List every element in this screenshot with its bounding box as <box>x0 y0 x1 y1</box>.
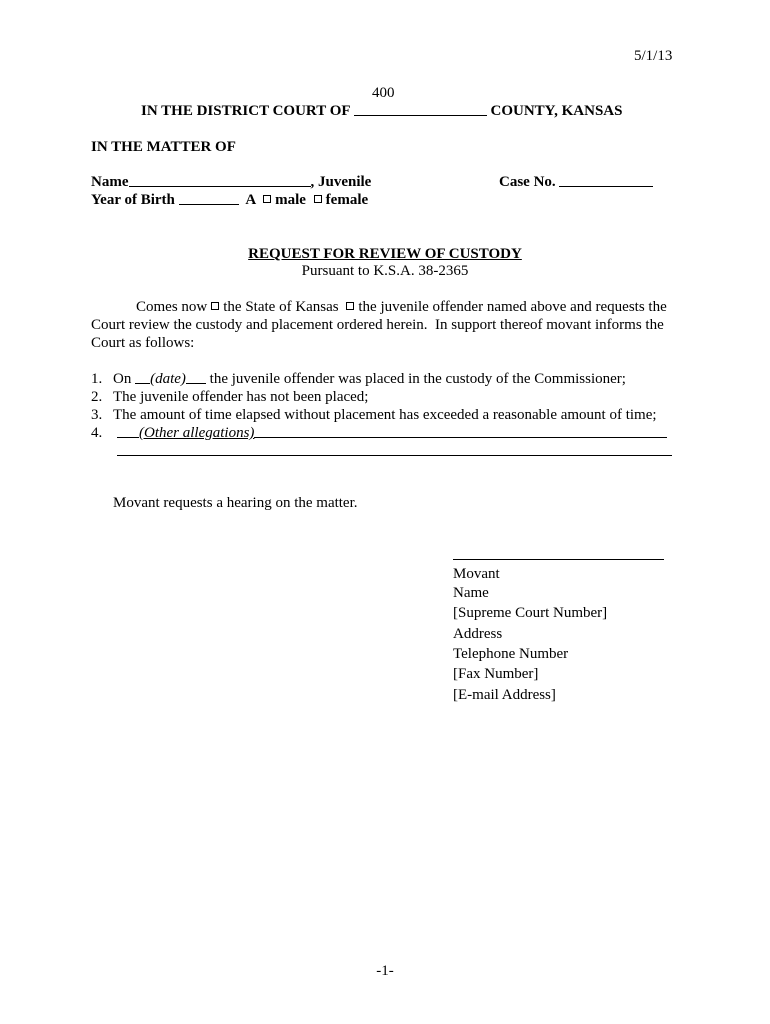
male-checkbox[interactable] <box>263 195 271 203</box>
case-number-blank[interactable] <box>559 173 653 187</box>
intro-part-a: Comes now <box>136 299 208 315</box>
birth-line <box>91 191 368 209</box>
allegation-1-prefix: On <box>113 371 136 387</box>
allegation-1 <box>113 370 626 388</box>
form-number: 400 <box>372 85 395 101</box>
document-subtitle: Pursuant to K.S.A. 38-2365 <box>301 263 469 279</box>
allegation-2-number: 2. <box>91 389 103 405</box>
form-date: 5/1/13 <box>634 48 673 64</box>
body-line-3: Court as follows: <box>91 335 195 351</box>
signature-line[interactable] <box>453 559 664 560</box>
court-heading <box>141 102 622 120</box>
name-line <box>91 173 371 191</box>
allegation-4-label: (Other allegations) <box>139 425 255 441</box>
date-lead-blank[interactable] <box>135 370 150 384</box>
date-trail-blank[interactable] <box>186 370 206 384</box>
body-line-2: Court review the custody and placement ordered herein. In support thereof movant informs the <box>91 317 664 333</box>
male-label: male <box>275 192 306 208</box>
matter-heading: IN THE MATTER OF <box>91 139 236 155</box>
case-line <box>499 173 653 191</box>
allegation-1-date-label: (date) <box>150 371 186 387</box>
other-allegations-blank[interactable] <box>254 424 667 438</box>
juvenile-checkbox[interactable] <box>346 302 354 310</box>
intro-part-c: the juvenile offender named above and requests the <box>358 299 667 315</box>
county-blank[interactable] <box>354 102 487 116</box>
allegation-4 <box>117 424 667 442</box>
document-title: REQUEST FOR REVIEW OF CUSTODY <box>248 246 522 262</box>
case-label: Case No. <box>499 174 556 190</box>
allegation-1-suffix: the juvenile offender was placed in the custody of the Commissioner; <box>205 371 626 387</box>
other-lead-blank[interactable] <box>117 424 139 438</box>
allegation-3-number: 3. <box>91 407 103 423</box>
allegation-3: The amount of time elapsed without placement has exceeded a reasonable amount of time; <box>113 407 657 423</box>
page-number: -1- <box>376 963 394 979</box>
female-checkbox[interactable] <box>314 195 322 203</box>
juvenile-label: , Juvenile <box>310 174 372 190</box>
court-heading-left: IN THE DISTRICT COURT OF <box>141 103 350 119</box>
sig-address: Address <box>453 626 503 642</box>
birth-year-blank[interactable] <box>179 191 239 205</box>
sig-name: Name <box>453 585 489 601</box>
birth-label: Year of Birth <box>91 192 175 208</box>
sig-email: [E-mail Address] <box>453 687 556 703</box>
allegation-2: The juvenile offender has not been placed; <box>113 389 369 405</box>
court-heading-right: COUNTY, KANSAS <box>490 103 623 119</box>
sig-supreme-court-number: [Supreme Court Number] <box>453 605 608 621</box>
intro-line <box>136 298 667 316</box>
female-label: female <box>325 192 369 208</box>
sig-fax: [Fax Number] <box>453 666 539 682</box>
sig-telephone: Telephone Number <box>453 646 569 662</box>
a-label: A <box>245 192 256 208</box>
name-blank[interactable] <box>129 173 311 187</box>
other-allegations-line-2[interactable] <box>117 455 672 456</box>
allegation-4-number: 4. <box>91 425 103 441</box>
sig-movant: Movant <box>453 566 500 582</box>
state-checkbox[interactable] <box>211 302 219 310</box>
hearing-request: Movant requests a hearing on the matter. <box>113 495 358 511</box>
intro-part-b: the State of Kansas <box>223 299 339 315</box>
name-label: Name <box>91 174 129 190</box>
allegation-1-number: 1. <box>91 371 103 387</box>
